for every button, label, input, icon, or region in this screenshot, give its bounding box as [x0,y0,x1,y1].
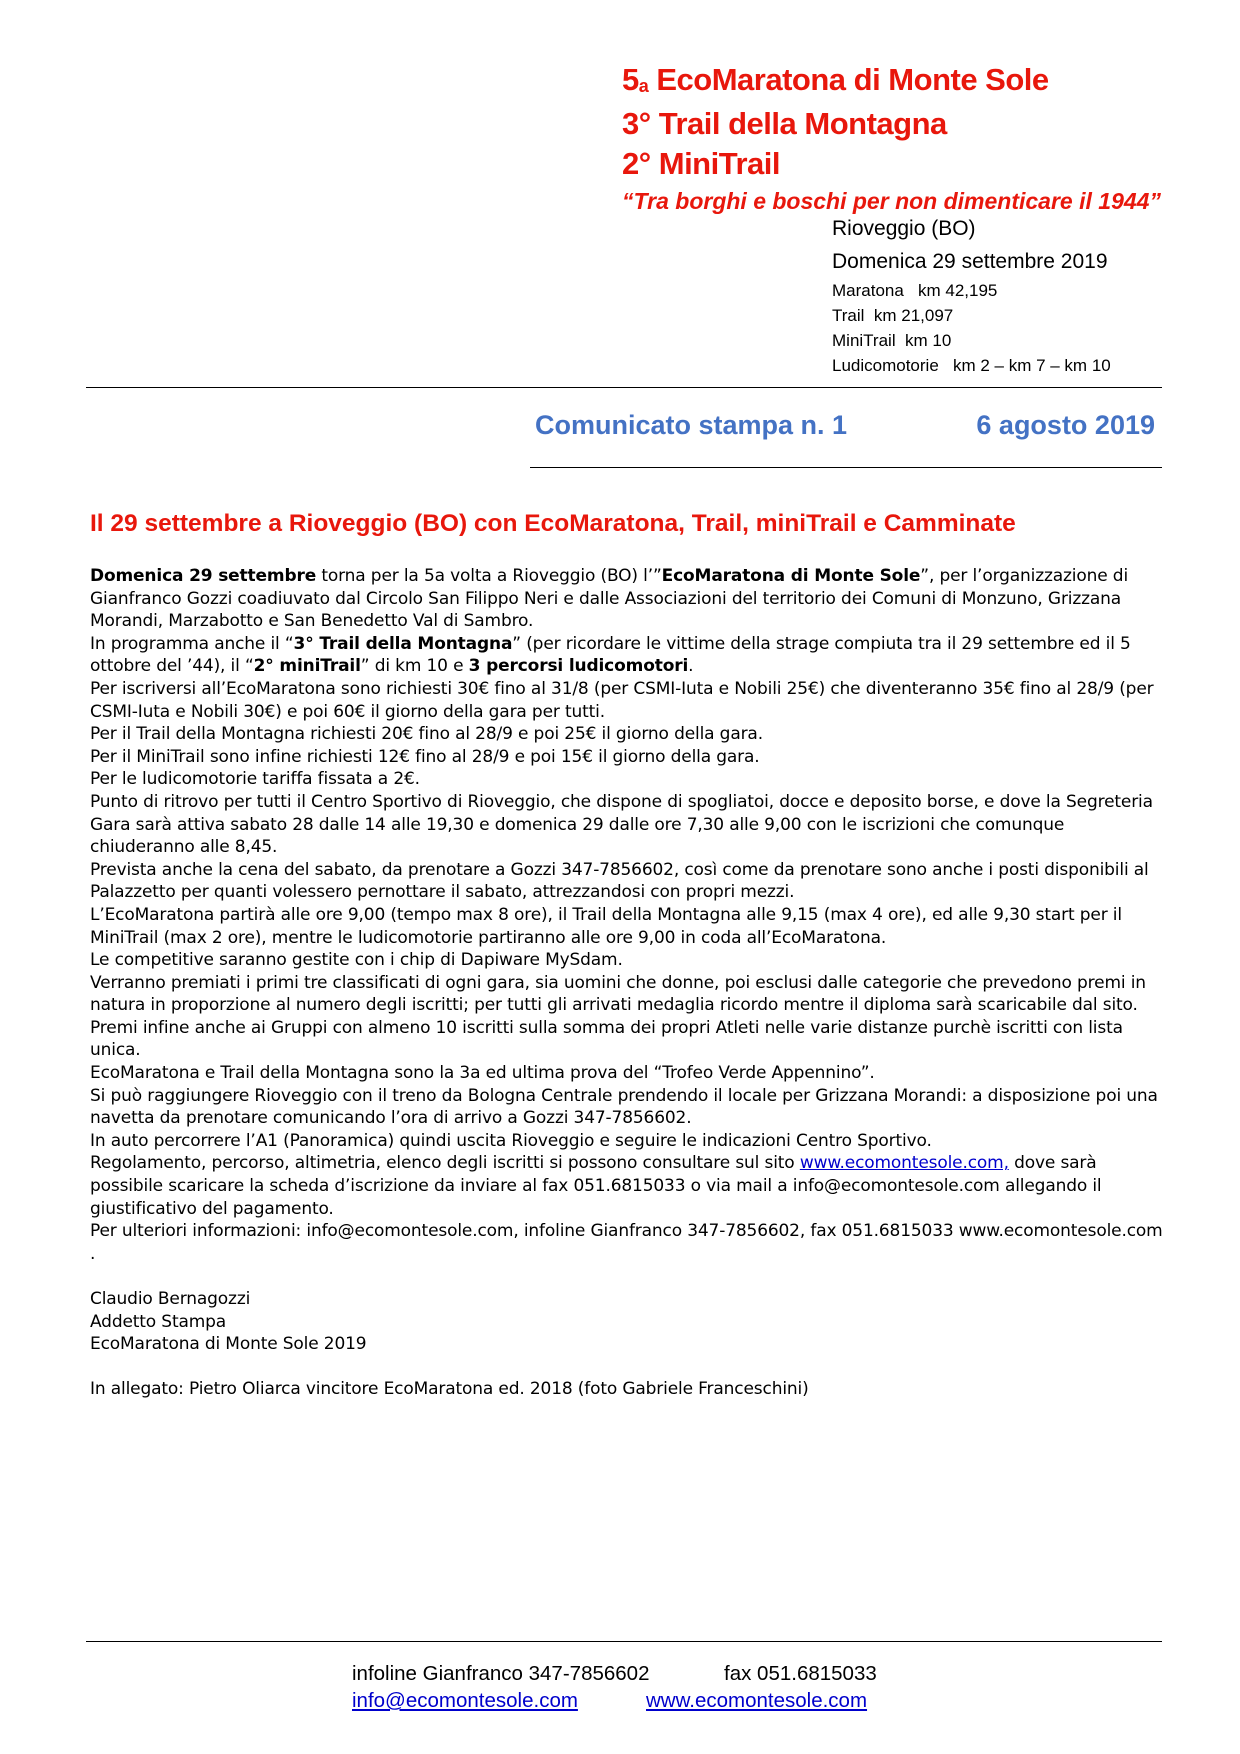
event-title-minitrail: 2° MiniTrail [622,146,780,181]
body-paragraph-program: In programma anche il “3° Trail della Montagna” (per ricordare le vittime della strage compiuta tra il 29 settembre ed il 5 ottobre del ’44), il “2° miniTrail” di km 10 e 3 percorsi ludicomotori. [90,633,1131,677]
press-release-number: Comunicato stampa n. 1 [535,410,848,440]
press-release-date: 6 agosto 2019 [976,410,1155,440]
footer-email-link[interactable]: info@ecomontesole.com [352,1689,578,1712]
website-link[interactable]: www.ecomontesole.com, [799,1153,1009,1174]
body-paragraph: Si può raggiungere Rioveggio con il treno da Bologna Centrale prendendo il locale per Grizzana Morandi: a disposizione poi una navetta da prenotare comunicando l’ora di arrivo a Gozzi 347-7856602. [90,1085,1158,1129]
headline: Il 29 settembre a Rioveggio (BO) con EcoMaratona, Trail, miniTrail e Camminate [90,510,1016,537]
press-body [90,565,1170,1401]
body-paragraph: Prevista anche la cena del sabato, da prenotare a Gozzi 347-7856602, così come da prenotare sono anche i posti disponibili al Palazzetto per quanti volessero pernottare il sabato, attrezzandosi con propri mezzi. [90,859,1149,903]
body-paragraph: In auto percorrere l’A1 (Panoramica) quindi uscita Rioveggio e seguire le indicazioni Centro Sportivo. [90,1130,932,1151]
body-paragraph: Le competitive saranno gestite con i chip di Dapiware MySdam. [90,950,623,971]
distance-ludicomotorie: Ludicomotorie km 2 – km 7 – km 10 [832,356,1111,375]
event-info [832,212,1111,378]
body-paragraph: Verranno premiati i primi tre classificati di ogni gara, sia uomini che donne, poi esclusi dalle categorie che prevedono premi in natura in proporzione al numero degli iscritti; per tutti gli arrivati medaglia ricordo mentre il diploma sarà scaricabile dal sito. [90,972,1146,1016]
event-title-trail: 3° Trail della Montagna [622,106,947,141]
body-paragraph: Per il MiniTrail sono infine richiesti 12€ fino al 28/9 e poi 15€ il giorno della gara. [90,746,760,767]
distance-maratona: Maratona km 42,195 [832,281,998,300]
body-paragraph-regulations: Regolamento, percorso, altimetria, elenco degli iscritti si possono consultare sul sito www.ecomontesole.com, dove sarà possibile scaricare la scheda d’iscrizione da inviare al fax 051.6815033 o via mail a info@ecomontesole.com allegando il giustificativo del pagamento. [90,1153,1102,1219]
body-paragraph-intro: Domenica 29 settembre torna per la 5a volta a Rioveggio (BO) l’”EcoMaratona di Monte Sole”, per l’organizzazione di Gianfranco Gozzi coadiuvato dal Circolo San Filippo Neri e dalle Associazioni del territorio dei Comuni di Monzuno, Grizzana Morandi, Marzabotto e San Benedetto Val di Sambro. [90,566,1129,632]
signature-org: EcoMaratona di Monte Sole 2019 [90,1334,367,1355]
footer-fax: fax 051.6815033 [724,1662,877,1685]
event-header [622,60,1222,218]
body-paragraph: Premi infine anche ai Gruppi con almeno 10 iscritti sulla somma dei propri Atleti nelle varie distanze purchè iscritti con lista unica. [90,1017,1123,1061]
body-paragraph: L’EcoMaratona partirà alle ore 9,00 (tempo max 8 ore), il Trail della Montagna alle 9,15 (max 4 ore), ed alle 9,30 start per il MiniTrail (max 2 ore), mentre le ludicomotorie partiranno alle ore 9,00 in coda all’EcoMaratona. [90,904,1122,948]
event-date: Domenica 29 settembre 2019 [832,250,1108,273]
event-motto: “Tra borghi e boschi per non dimenticare il 1944” [622,188,1161,214]
event-title-ecomaratona: 5a EcoMaratona di Monte Sole [622,62,1049,97]
body-paragraph: Per il Trail della Montagna richiesti 20€ fino al 28/9 e poi 25€ il giorno della gara. [90,724,763,745]
attachment-note: In allegato: Pietro Oliarca vincitore EcoMaratona ed. 2018 (foto Gabriele Franceschini) [90,1379,809,1400]
footer-infoline: infoline Gianfranco 347-7856602 [352,1662,650,1685]
body-paragraph: Punto di ritrovo per tutti il Centro Sportivo di Rioveggio, che dispone di spogliatoi, docce e deposito borse, e dove la Segreteria Gara sarà attiva sabato 28 dalle 14 alle 19,30 e domenica 29 dalle ore 7,30 alle 9,00 con le iscrizioni che comunque chiuderanno alle 8,45. [90,791,1153,858]
body-paragraph: EcoMaratona e Trail della Montagna sono la 3a ed ultima prova del “Trofeo Verde Appennino”. [90,1063,875,1084]
body-paragraph-contacts: Per ulteriori informazioni: info@ecomontesole.com, infoline Gianfranco 347-7856602, fax 051.6815033 www.ecomontesole.com . [90,1221,1163,1264]
distance-minitrail: MiniTrail km 10 [832,331,952,350]
footer-website-link[interactable]: www.ecomontesole.com [646,1689,868,1712]
distance-trail: Trail km 21,097 [832,306,954,325]
press-divider [530,467,1162,468]
body-paragraph: Per le ludicomotorie tariffa fissata a 2€. [90,769,420,790]
signature-role: Addetto Stampa [90,1311,227,1332]
body-paragraph: Per iscriversi all’EcoMaratona sono richiesti 30€ fino al 31/8 (per CSMI-Iuta e Nobili 25€) che diventeranno 35€ fino al 28/9 (per CSMI-Iuta e Nobili 30€) e poi 60€ il giorno della gara per tutti. [90,678,1154,722]
event-place: Rioveggio (BO) [832,217,976,240]
header-divider [86,387,1162,388]
footer-divider [86,1641,1162,1642]
signature-name: Claudio Bernagozzi [90,1289,251,1309]
